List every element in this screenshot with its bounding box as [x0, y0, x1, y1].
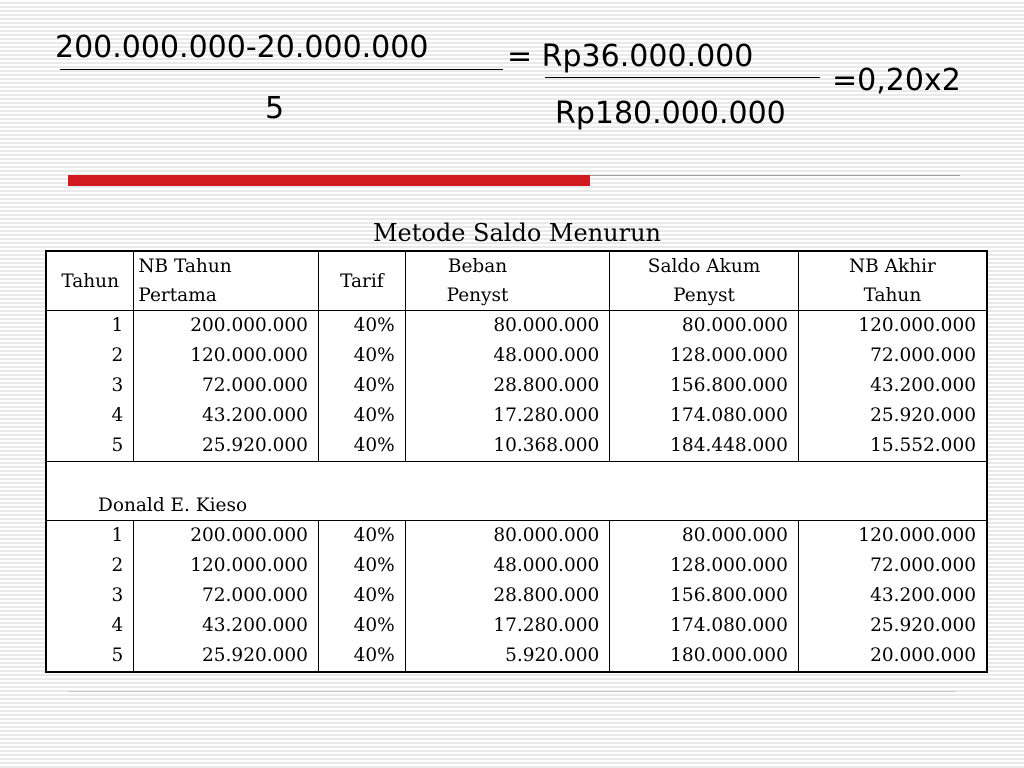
- cell-beban: 10.368.000: [405, 431, 610, 462]
- cell-saldo: 128.000.000: [610, 551, 799, 581]
- cell-tahun: 1: [46, 521, 134, 552]
- cell-saldo: 156.800.000: [610, 581, 799, 611]
- cell-beban: 80.000.000: [405, 311, 610, 342]
- header-line: Penyst: [446, 285, 509, 306]
- cell-tarif: 40%: [318, 551, 405, 581]
- table-row: [46, 401, 987, 431]
- cell-akhir: 72.000.000: [798, 551, 987, 581]
- cell-saldo: 80.000.000: [610, 311, 799, 342]
- fraction-bar: [545, 77, 820, 78]
- header-beban-penyst: [405, 251, 610, 311]
- cell-tarif: 40%: [318, 521, 405, 552]
- header-nb-tahun-pertama: [134, 251, 319, 311]
- table-row: [46, 581, 987, 611]
- cell-tarif: 40%: [318, 431, 405, 462]
- bottom-divider: [68, 691, 956, 692]
- table-row: [46, 311, 987, 342]
- cell-tarif: 40%: [318, 311, 405, 342]
- fraction-bar: [60, 69, 503, 70]
- cell-saldo: 128.000.000: [610, 341, 799, 371]
- cell-tarif: 40%: [318, 581, 405, 611]
- cell-akhir: 120.000.000: [798, 311, 987, 342]
- cell-beban: 17.280.000: [405, 401, 610, 431]
- cell-nb: 25.920.000: [134, 431, 319, 462]
- cell-saldo: 184.448.000: [610, 431, 799, 462]
- cell-beban: 17.280.000: [405, 611, 610, 641]
- cell-nb: 43.200.000: [134, 611, 319, 641]
- cell-tahun: 5: [46, 431, 134, 462]
- header-saldo-akum-penyst: [610, 251, 799, 311]
- table-title: Metode Saldo Menurun: [372, 219, 661, 247]
- cell-nb: 43.200.000: [134, 401, 319, 431]
- cell-tarif: 40%: [318, 341, 405, 371]
- cell-beban: 28.800.000: [405, 581, 610, 611]
- cell-saldo: 174.080.000: [610, 401, 799, 431]
- cell-tahun: 4: [46, 401, 134, 431]
- cell-akhir: 120.000.000: [798, 521, 987, 552]
- cell-saldo: 80.000.000: [610, 521, 799, 552]
- depreciation-table: [45, 250, 988, 673]
- thin-divider: [590, 175, 960, 176]
- cell-akhir: 25.920.000: [798, 401, 987, 431]
- table-header-row: [46, 251, 987, 311]
- cell-tarif: 40%: [318, 611, 405, 641]
- cell-tarif: 40%: [318, 371, 405, 401]
- table-row: [46, 371, 987, 401]
- cell-tahun: 2: [46, 551, 134, 581]
- formula-result: =0,20x2: [832, 63, 961, 98]
- formula-equals-numerator: = Rp36.000.000: [507, 39, 754, 74]
- cell-beban: 28.800.000: [405, 371, 610, 401]
- cell-tarif: 40%: [318, 641, 405, 672]
- cell-saldo: 174.080.000: [610, 611, 799, 641]
- accent-divider: [68, 175, 590, 186]
- cell-nb: 25.920.000: [134, 641, 319, 672]
- cell-tahun: 1: [46, 311, 134, 342]
- section-separator-row: [46, 462, 987, 521]
- cell-tahun: 5: [46, 641, 134, 672]
- cell-nb: 72.000.000: [134, 371, 319, 401]
- cell-akhir: 15.552.000: [798, 431, 987, 462]
- cell-akhir: 25.920.000: [798, 611, 987, 641]
- cell-akhir: 20.000.000: [798, 641, 987, 672]
- formula-numerator: 200.000.000-20.000.000: [55, 30, 429, 65]
- cell-nb: 120.000.000: [134, 341, 319, 371]
- cell-tarif: 40%: [318, 401, 405, 431]
- cell-akhir: 43.200.000: [798, 371, 987, 401]
- table-row: [46, 611, 987, 641]
- header-tarif: Tarif: [318, 251, 405, 311]
- cell-saldo: 180.000.000: [610, 641, 799, 672]
- table-row: [46, 551, 987, 581]
- formula-equals-denominator: Rp180.000.000: [555, 96, 786, 131]
- cell-tahun: 3: [46, 581, 134, 611]
- cell-beban: 5.920.000: [405, 641, 610, 672]
- cell-beban: 48.000.000: [405, 551, 610, 581]
- table-row: [46, 641, 987, 672]
- header-line: NB Tahun: [138, 256, 232, 277]
- cell-nb: 72.000.000: [134, 581, 319, 611]
- cell-akhir: 43.200.000: [798, 581, 987, 611]
- header-line: Saldo Akum: [647, 256, 761, 277]
- cell-beban: 80.000.000: [405, 521, 610, 552]
- table-row: [46, 341, 987, 371]
- cell-nb: 120.000.000: [134, 551, 319, 581]
- formula-denominator: 5: [265, 91, 285, 126]
- header-line: Tahun: [863, 285, 922, 306]
- header-line: Beban: [447, 256, 508, 277]
- table-row: [46, 521, 987, 552]
- cell-beban: 48.000.000: [405, 341, 610, 371]
- section-label: Donald E. Kieso: [98, 495, 248, 516]
- cell-saldo: 156.800.000: [610, 371, 799, 401]
- cell-nb: 200.000.000: [134, 311, 319, 342]
- cell-tahun: 2: [46, 341, 134, 371]
- cell-akhir: 72.000.000: [798, 341, 987, 371]
- header-line: NB Akhir: [848, 256, 936, 277]
- header-line: Pertama: [138, 285, 217, 306]
- header-nb-akhir-tahun: [798, 251, 987, 311]
- header-line: Penyst: [673, 285, 735, 306]
- cell-nb: 200.000.000: [134, 521, 319, 552]
- section-separator: [46, 462, 987, 521]
- header-tahun: Tahun: [46, 251, 134, 311]
- cell-tahun: 3: [46, 371, 134, 401]
- cell-tahun: 4: [46, 611, 134, 641]
- table-row: [46, 431, 987, 462]
